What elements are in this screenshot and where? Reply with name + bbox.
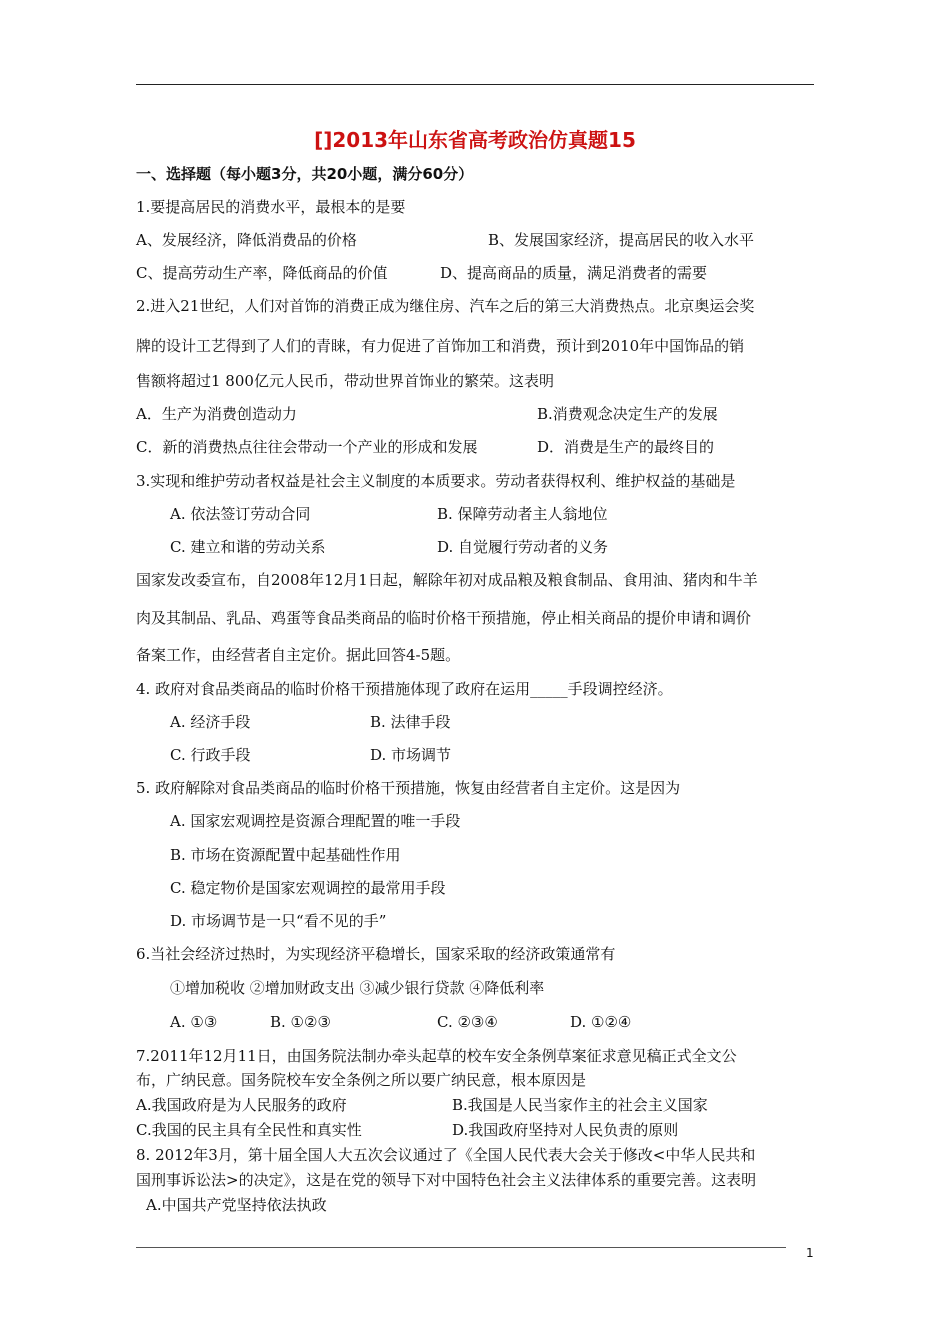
- material-line1: 国家发改委宣布，自2008年12月1日起，解除年初对成品粮及粮食制品、食用油、猪肉和牛羊: [136, 571, 758, 589]
- q5-option-c: C. 稳定物价是国家宏观调控的最常用手段: [170, 879, 446, 897]
- q1-option-a: A、发展经济，降低消费品的价格: [136, 231, 357, 249]
- page-title: []2013年山东省高考政治仿真题15: [314, 128, 636, 152]
- q2-option-c: C．新的消费热点往往会带动一个产业的形成和发展: [136, 438, 478, 456]
- q5-option-a: A. 国家宏观调控是资源合理配置的唯一手段: [170, 812, 461, 830]
- q7-option-d: D.我国政府坚持对人民负责的原则: [452, 1121, 679, 1139]
- q3-option-c: C. 建立和谐的劳动关系: [170, 538, 326, 556]
- q1-option-b: B、发展国家经济，提高居民的收入水平: [488, 231, 755, 249]
- material-line2: 肉及其制品、乳品、鸡蛋等食品类商品的临时价格干预措施，停止相关商品的提价申请和调价: [136, 609, 752, 627]
- q7-stem-line2: 布，广纳民意。国务院校车安全条例之所以要广纳民意，根本原因是: [136, 1071, 587, 1089]
- q2-option-b: B.消费观念决定生产的发展: [537, 405, 718, 423]
- q8-stem-line2: 国刑事诉讼法>的决定》，这是在党的领导下对中国特色社会主义法律体系的重要完善。这表明: [136, 1171, 757, 1189]
- q5-option-d: D. 市场调节是一只“看不见的手”: [170, 912, 387, 930]
- q6-option-c: C. ②③④: [437, 1013, 498, 1031]
- q4-option-a: A. 经济手段: [170, 713, 251, 731]
- q7-option-b: B.我国是人民当家作主的社会主义国家: [452, 1096, 708, 1114]
- q6-option-a: A. ①③: [170, 1013, 218, 1031]
- q2-option-d: D．消费是生产的最终目的: [537, 438, 715, 456]
- q5-stem: 5. 政府解除对食品类商品的临时价格干预措施，恢复由经营者自主定价。这是因为: [136, 779, 681, 797]
- q4-option-c: C. 行政手段: [170, 746, 251, 764]
- q7-stem-line1: 7.2011年12月11日，由国务院法制办牵头起草的校车安全条例草案征求意见稿正式全文公: [136, 1047, 737, 1065]
- footer-rule: [136, 1247, 786, 1248]
- q6-option-d: D. ①②④: [570, 1013, 632, 1031]
- q4-option-b: B. 法律手段: [370, 713, 451, 731]
- q4-stem: 4. 政府对食品类商品的临时价格干预措施体现了政府在运用_____手段调控经济。: [136, 680, 673, 698]
- q6-items: ①增加税收 ②增加财政支出 ③减少银行贷款 ④降低利率: [170, 979, 545, 997]
- page-number: 1: [806, 1246, 814, 1260]
- q7-option-a: A.我国政府是为人民服务的政府: [136, 1096, 347, 1114]
- q2-stem-line2: 牌的设计工艺得到了人们的青睐，有力促进了首饰加工和消费，预计到2010年中国饰品的销: [136, 337, 745, 355]
- section-heading: 一、选择题（每小题3分，共20小题，满分60分）: [136, 165, 474, 183]
- q1-option-d: D、提高商品的质量，满足消费者的需要: [440, 264, 708, 282]
- q6-stem: 6.当社会经济过热时，为实现经济平稳增长，国家采取的经济政策通常有: [136, 945, 616, 963]
- q1-stem: 1.要提高居民的消费水平，最根本的是要: [136, 198, 406, 216]
- q7-option-c: C.我国的民主具有全民性和真实性: [136, 1121, 362, 1139]
- q3-option-d: D. 自觉履行劳动者的义务: [437, 538, 609, 556]
- q2-option-a: A．生产为消费创造动力: [136, 405, 297, 423]
- q8-stem-line1: 8. 2012年3月，第十届全国人大五次会议通过了《全国人民代表大会关于修改<中华人民共和: [136, 1146, 756, 1164]
- q5-option-b: B. 市场在资源配置中起基础性作用: [170, 846, 401, 864]
- q2-stem-line1: 2.进入21世纪，人们对首饰的消费正成为继住房、汽车之后的第三大消费热点。北京奥运会奖: [136, 297, 755, 315]
- q3-option-b: B. 保障劳动者主人翁地位: [437, 505, 608, 523]
- q2-stem-line3: 售额将超过1 800亿元人民币，带动世界首饰业的繁荣。这表明: [136, 372, 554, 390]
- q3-stem: 3.实现和维护劳动者权益是社会主义制度的本质要求。劳动者获得权利、维护权益的基础是: [136, 472, 736, 490]
- q4-option-d: D. 市场调节: [370, 746, 452, 764]
- q1-option-c: C、提高劳动生产率，降低商品的价值: [136, 264, 388, 282]
- q6-option-b: B. ①②③: [270, 1013, 331, 1031]
- material-line3: 备案工作，由经营者自主定价。据此回答4-5题。: [136, 646, 461, 664]
- q3-option-a: A. 依法签订劳动合同: [170, 505, 311, 523]
- header-rule: [136, 84, 814, 85]
- q8-option-a: A.中国共产党坚持依法执政: [146, 1196, 327, 1214]
